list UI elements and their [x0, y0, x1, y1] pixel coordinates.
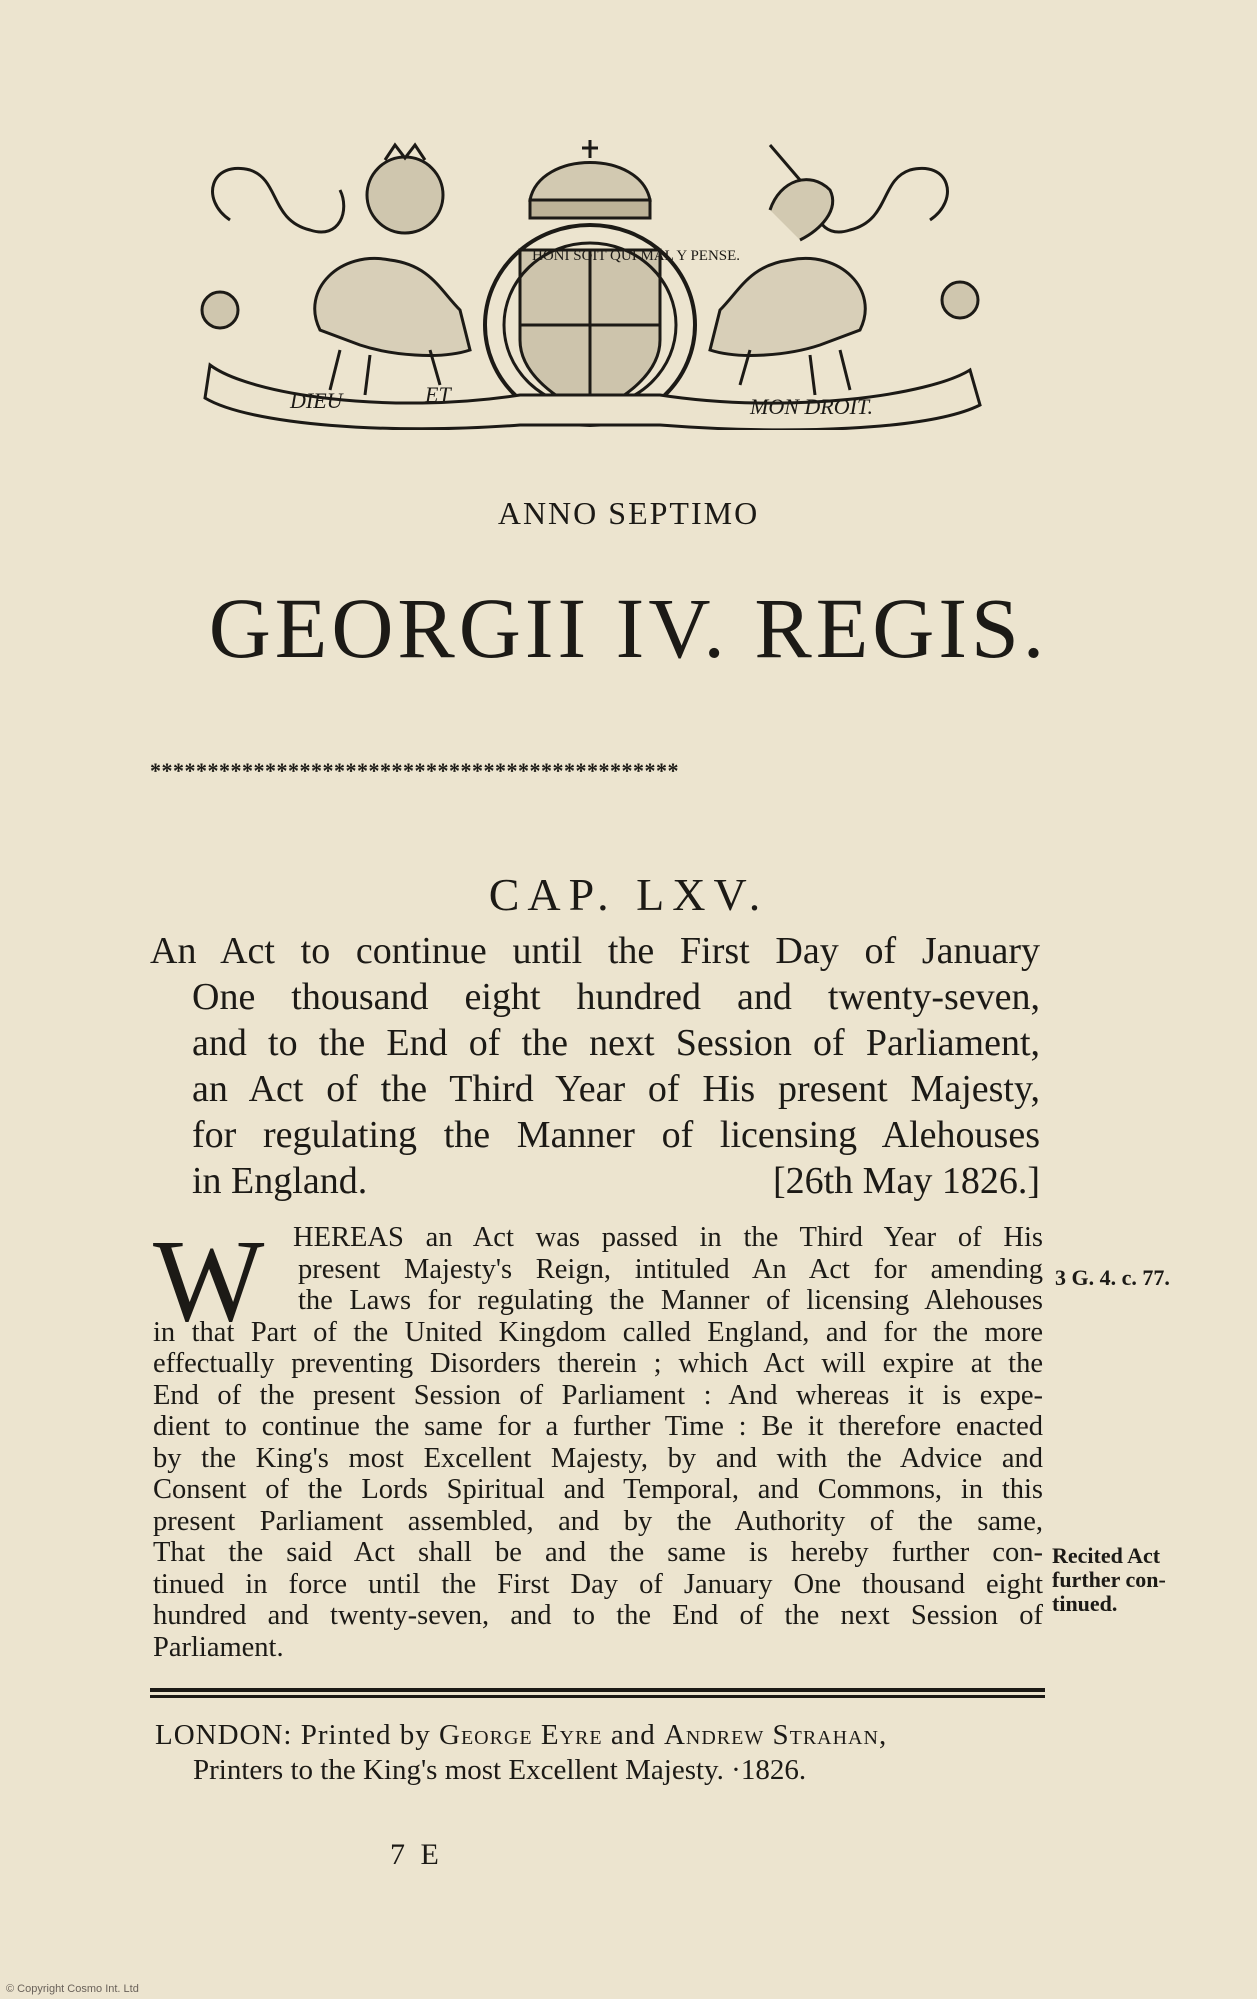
title-last-line: [150, 1158, 1040, 1204]
body-line: effectually preventing Disorders therein ; which Act will expire at the: [153, 1348, 1043, 1379]
margin-note-line: tinued.: [1052, 1591, 1118, 1616]
copyright-watermark: © Copyright Cosmo Int. Ltd: [6, 1983, 139, 1995]
act-title: [150, 928, 1040, 1204]
title-line: and to the End of the next Session of Parliament,: [192, 1022, 1040, 1064]
body-line: present Parliament assembled, and by the Authority of the same,: [153, 1505, 1043, 1537]
body-line: hundred and twenty-seven, and to the End of the next Session of: [153, 1600, 1043, 1631]
body-line: Parliament.: [153, 1631, 284, 1663]
margin-note-recited: [1052, 1544, 1166, 1616]
printer-name: George Eyre: [439, 1719, 603, 1751]
body-line: That the said Act shall be and the same is hereby further con-: [153, 1537, 1043, 1568]
double-rule-top: [150, 1688, 1045, 1692]
title-line: An Act to continue until the First Day of January: [150, 930, 1040, 972]
star-rule: **********************************************: [150, 758, 679, 783]
title-place: in England.: [192, 1160, 368, 1202]
margin-citation: 3 G. 4. c. 77.: [1055, 1265, 1170, 1290]
imprint-line-1: [155, 1718, 1040, 1753]
garter-motto: HONI SOIT QUI MAL Y PENSE.: [532, 248, 741, 264]
printer-name: Andrew Strahan,: [663, 1719, 888, 1751]
motto-right: MON DROIT.: [750, 394, 874, 419]
anno-line: ANNO SEPTIMO: [497, 495, 760, 531]
title-date: [26th May 1826.]: [772, 1160, 1040, 1202]
title-line: for regulating the Manner of licensing Alehouses: [192, 1114, 1040, 1156]
body-line: tinued in force until the First Day of January One thousand eight: [153, 1568, 1043, 1600]
imprint-prefix: LONDON: Printed by: [155, 1719, 440, 1751]
title-line: One thousand eight hundred and twenty-seven,: [192, 976, 1040, 1018]
body-line: the Laws for regulating the Manner of licensing Alehouses: [298, 1285, 1043, 1316]
double-rule-bottom: [150, 1695, 1045, 1698]
body-line: dient to continue the same for a further Time : Be it therefore enacted: [153, 1411, 1043, 1442]
body-line: End of the present Session of Parliament : And whereas it is expe-: [153, 1379, 1043, 1411]
act-body: [153, 1215, 1043, 1663]
chapter-number: CAP. LXV.: [488, 869, 769, 920]
regnal-title: GEORGII IV. REGIS.: [208, 580, 1049, 676]
body-line: HEREAS an Act was passed in the Third Year of His: [293, 1222, 1043, 1253]
drop-cap: W: [153, 1215, 265, 1346]
royal-coat-of-arms: [190, 140, 990, 430]
signature-mark: 7 E: [390, 1838, 443, 1871]
margin-note-line: further con-: [1052, 1567, 1166, 1592]
body-line: present Majesty's Reign, intituled An Act for amending: [298, 1253, 1043, 1285]
imprint-line-2: Printers to the King's most Excellent Majesty. ·1826.: [193, 1754, 807, 1786]
title-line: an Act of the Third Year of His present Majesty,: [192, 1068, 1040, 1110]
body-line: in that Part of the United Kingdom called England, and for the more: [153, 1316, 1043, 1348]
imprint-conjunction: and: [602, 1719, 664, 1751]
body-line: by the King's most Excellent Majesty, by and with the Advice and: [153, 1442, 1043, 1474]
motto-left: DIEU: [290, 388, 343, 413]
imprint: [155, 1718, 1040, 1788]
body-line: Consent of the Lords Spiritual and Temporal, and Commons, in this: [153, 1474, 1043, 1505]
motto-center: ET: [425, 382, 451, 407]
margin-note-line: Recited Act: [1052, 1543, 1161, 1568]
